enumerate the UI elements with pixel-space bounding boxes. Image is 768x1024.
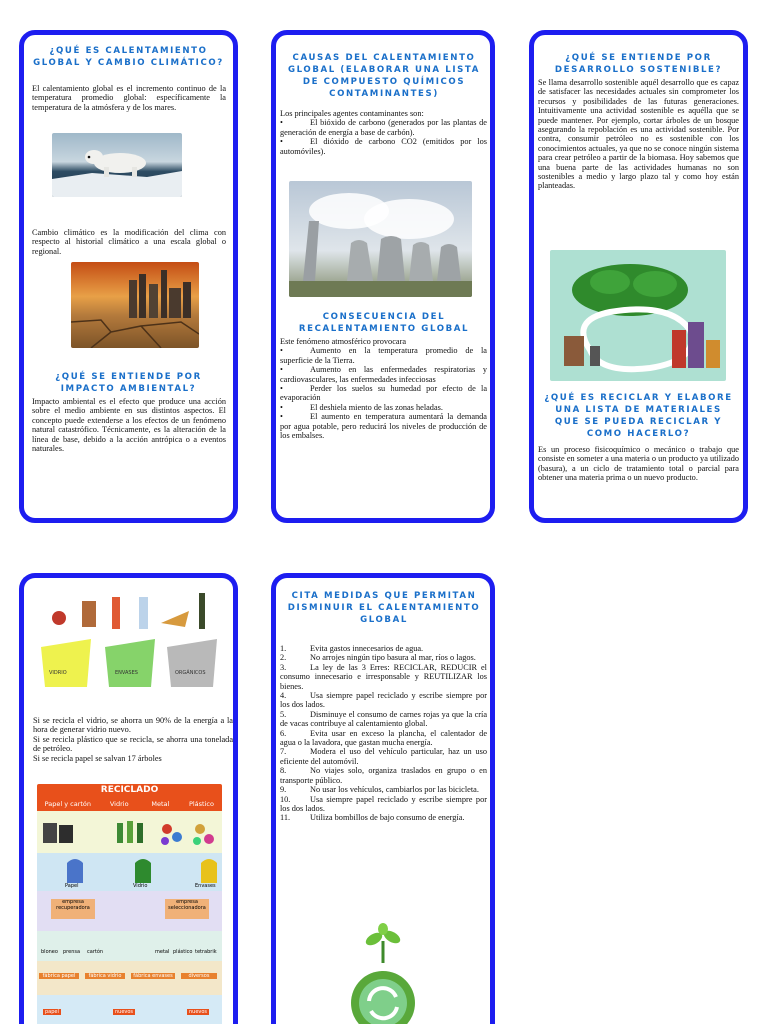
paragraph-reciclar: Es un proceso fisicoquímico o mecánico o trabajo que consiste en someter a una materia o un producto ya utilizado (basura), a un ciclo de tratamiento total o parcial para obtener una materia prima o un nuevo producto. — [538, 445, 739, 483]
measure-item — [280, 813, 487, 822]
measure-text: Utiliza bombillos de bajo consumo de energía. — [310, 813, 465, 823]
measure-item — [280, 644, 487, 653]
measure-number: 7. — [280, 747, 287, 757]
output-label: nuevos — [115, 1009, 134, 1015]
measure-text: Usa siempre papel reciclado y escribe siempre por los dos lados. — [280, 794, 487, 813]
factory-label: fábrica vidrio — [85, 973, 125, 979]
category-label: Metal — [151, 800, 170, 808]
panel-reciclaje — [19, 573, 238, 1024]
measure-text: Disminuye el consumo de carnes rojas ya que la cría de vacas contribuye al calentamiento global. — [280, 709, 487, 729]
bullet-glyph: • — [280, 412, 283, 422]
paragraph-calentamiento: El calentamiento global es el incremento continuo de la temperatura promedio global: específicamente la temperatura de la atmósfera y de los mares. — [32, 84, 226, 112]
recycling-fact: Si se recicla plástico que se recicla, se ahorra una tonelada de petróleo. — [33, 734, 233, 754]
heading-consecuencias: CONSECUENCIA DEL RECALENTAMIENTO GLOBAL — [298, 312, 470, 334]
measure-number: 8. — [280, 766, 287, 776]
measure-text: Usa siempre papel reciclado y escribe siempre por los dos lados. — [280, 691, 487, 710]
measure-number: 4. — [280, 691, 287, 701]
measure-item — [280, 663, 487, 691]
bullet-glyph: • — [280, 346, 283, 356]
company-label: empresa seleccionadora — [165, 899, 209, 919]
measures-list — [280, 644, 487, 823]
heading-medidas: CITA MEDIDAS QUE PERMITAN DISMINUIR EL CALENTAMIENTO GLOBAL — [287, 591, 481, 625]
infographic-title: RECICLADO — [37, 784, 222, 797]
heading-calentamiento: ¿QUÉ ES CALENTAMIENTO GLOBAL Y CAMBIO CLIMÁTICO? — [33, 46, 224, 68]
measure-number: 6. — [280, 728, 287, 738]
recycling-fact: Si se recicla el vidrio, se ahorra un 90% de la energía a la hora de generar vidrio nuevo. — [33, 716, 233, 735]
measure-number: 1. — [280, 644, 287, 653]
company-label: empresa recuperadora — [51, 899, 95, 919]
consequence-item — [280, 403, 487, 412]
measure-text: Modera el uso del vehículo particular, haz un uso eficiente del automóvil. — [280, 747, 487, 766]
paragraph-desarrollo-sostenible: Se llama desarrollo sostenible aquél desarrollo que es capaz de satisfacer las necesidades actuales sin comprometer los recursos y posibilidades de las futuras generaciones. Intuitivamente una actividad sostenible es aquélla que se puede mantener. Por ejemplo, cortar árboles de un bosque asegurando la repoblación es una actividad sostenible. Por contra, consumir petróleo no es sostenible con los conocimientos actuales, ya que no se conoce ningún sistema para crear petróleo a partir de la biomasa. Hoy sabemos que una buena parte de las actividades humanas no son sostenibles a medio y largo plazo tal y como hoy están planteadas. — [538, 78, 739, 191]
output-label: nuevos — [189, 1009, 208, 1015]
heading-causas: CAUSAS DEL CALENTAMIENTO GLOBAL (ELABORAR UNA LISTA DE COMPUESTO QUÍMICOS CONTAMINANTES) — [288, 53, 480, 99]
category-label: Vidrio — [109, 800, 129, 808]
cause-item — [280, 137, 487, 156]
consequence-text: El aumento en temperatura aumentará la demanda por agua potable, pero reducirá los niveles de producción de los embalses. — [280, 412, 487, 441]
cause-text: El dióxido de carbono CO2 (emitidos por los automóviles). — [280, 137, 487, 156]
consequence-item — [280, 346, 487, 365]
output-label: papel — [45, 1009, 59, 1015]
measure-item — [280, 691, 487, 710]
measure-number: 10. — [280, 794, 291, 804]
product-label: cartón — [87, 949, 104, 955]
bullet-glyph: • — [280, 384, 283, 394]
paragraph-impacto-ambiental: Impacto ambiental es el efecto que produce una acción sobre el medio ambiente en sus distintos aspectos. El concepto puede extenderse a los efectos de un fenómeno natural catastrófico. Técnicamente, es la alteración de la línea de base, debido a la acción antrópica o a eventos naturales. — [32, 397, 226, 454]
heading-impacto-ambiental: ¿QUÉ SE ENTIENDE POR IMPACTO AMBIENTAL? — [55, 372, 202, 394]
bullet-glyph: • — [280, 402, 283, 412]
measure-item — [280, 766, 487, 785]
factory-label: fábrica papel — [39, 973, 79, 979]
container-label: Papel — [65, 883, 79, 889]
category-label: Papel y cartón — [44, 800, 92, 808]
consequence-item — [280, 365, 487, 384]
cause-item — [280, 118, 487, 137]
measure-item — [280, 653, 487, 662]
measure-text: No arrojes ningún tipo basura al mar, ríos o lagos. — [310, 653, 476, 663]
causas-intro: Los principales agentes contaminantes son: — [280, 109, 424, 118]
product-label: tetrabrik — [195, 949, 217, 955]
measure-item — [280, 710, 487, 729]
product-label: bloneo — [41, 949, 58, 955]
recycling-bins-image — [39, 587, 220, 697]
consequence-text: Perder los suelos su humedad por efecto de la evaporación — [280, 384, 487, 403]
product-label: plástico — [173, 949, 193, 955]
recycle-globe-image — [344, 923, 422, 1024]
measure-item — [280, 795, 487, 814]
recycling-infographic — [37, 784, 222, 1024]
cause-text: El bióxido de carbono (generados por las plantas de generación de energía a base de carbón). — [280, 118, 487, 137]
dry-land-city-image — [71, 262, 199, 348]
measure-text: No usar los vehículos, cambiarlos por las bicicleta. — [310, 785, 479, 795]
heading-reciclar: ¿QUÉ ES RECICLAR Y ELABORE UNA LISTA DE MATERIALES QUE SE PUEDA RECICLAR Y COMO HACERLO? — [544, 393, 733, 439]
recycling-fact: Si se recicla papel se salvan 17 árboles — [33, 753, 162, 763]
consecuencias-intro: Este fenómeno atmosférico provocara — [280, 337, 407, 346]
factory-label: fábrica envases — [131, 973, 175, 979]
power-plant-image — [289, 181, 472, 297]
sustainable-development-image — [550, 250, 726, 381]
consequence-item — [280, 412, 487, 440]
category-label: Plástico — [188, 800, 214, 808]
measure-text: Evita usar en exceso la plancha, el calentador de agua o la lavadora, que gastan mucha energía. — [280, 728, 487, 748]
measure-text: La ley de las 3 Erres: RECICLAR, REDUCIR el consumo innecesario e irresponsable y REUTILIZAR los bienes. — [280, 662, 487, 691]
consequence-text: El deshiela miento de las zonas heladas. — [310, 402, 443, 412]
container-label: Envases — [195, 883, 216, 889]
factory-label: diversos — [181, 973, 217, 979]
product-label: prensa — [63, 949, 81, 955]
heading-desarrollo-sostenible: ¿QUÉ SE ENTIENDE POR DESARROLLO SOSTENIBLE? — [554, 53, 723, 75]
consequence-text: Aumento en la temperatura promedio de la superficie de la Tierra. — [280, 346, 487, 365]
panel-calentamiento — [19, 30, 238, 523]
bin-label: ENVASES — [115, 670, 138, 676]
paragraph-cambio-climatico: Cambio climático es la modificación del clima con respecto al historial climático a una escala global o regional. — [32, 228, 226, 256]
measure-number: 3. — [280, 662, 287, 672]
measure-number: 11. — [280, 813, 291, 823]
bin-label: VIDRIO — [49, 670, 67, 676]
container-label: Vidrio — [133, 883, 148, 889]
measure-text: No viajes solo, organiza traslados en grupo o en transporte público. — [280, 766, 487, 785]
panel-medidas — [271, 573, 495, 1024]
bullet-glyph: • — [280, 118, 283, 128]
consequence-text: Aumento en las enfermedades respiratorias y cardiovasculares, las enfermedades infecciosas — [280, 365, 487, 384]
measure-item — [280, 729, 487, 748]
polar-bear-image — [52, 133, 182, 197]
measure-text: Evita gastos innecesarios de agua. — [310, 644, 424, 653]
measure-item — [280, 747, 487, 766]
measure-number: 5. — [280, 709, 287, 719]
panel-desarrollo — [529, 30, 748, 523]
bin-label: ORGÁNICOS — [175, 670, 206, 676]
panel-causas — [271, 30, 495, 523]
measure-item — [280, 785, 487, 794]
measure-number: 9. — [280, 785, 287, 795]
measure-number: 2. — [280, 653, 287, 663]
bullet-glyph: • — [280, 365, 283, 375]
consequence-item — [280, 384, 487, 403]
bullet-glyph: • — [280, 137, 283, 147]
product-label: metal — [155, 949, 170, 955]
